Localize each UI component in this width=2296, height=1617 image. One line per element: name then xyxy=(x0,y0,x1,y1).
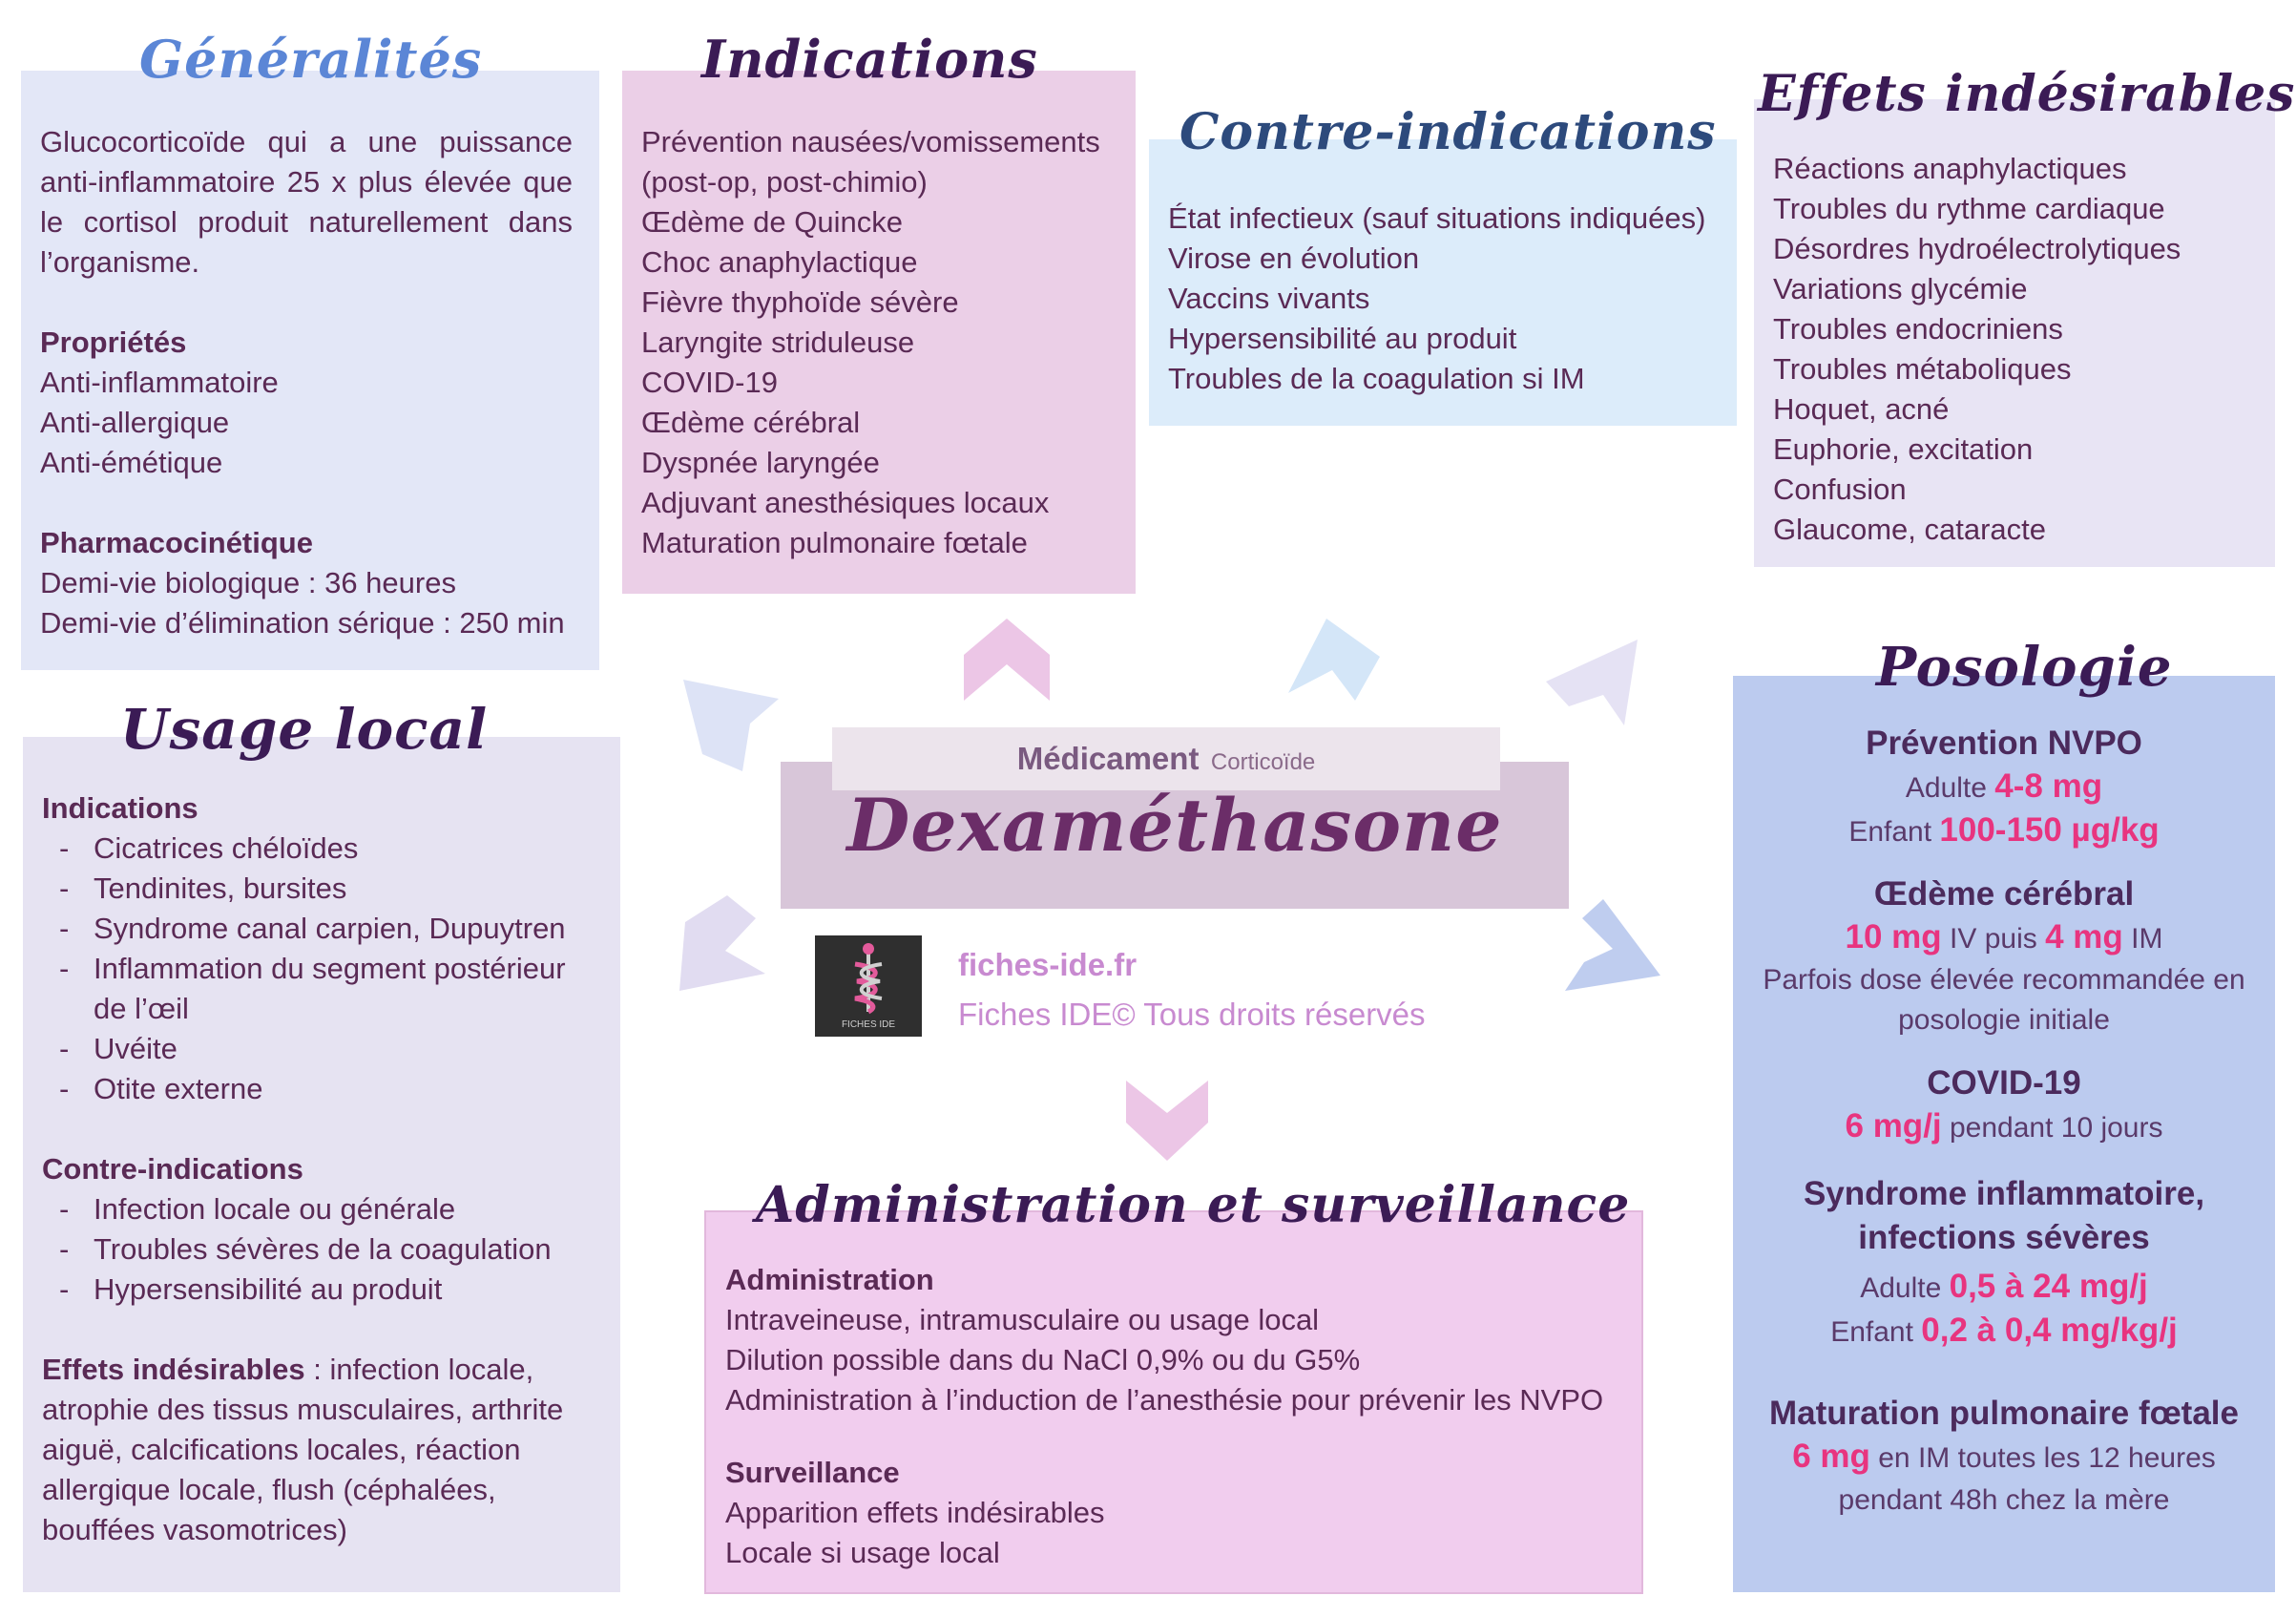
usage-effets-heading: Effets indésirables xyxy=(42,1353,305,1386)
usage-indications-heading: Indications xyxy=(42,791,198,825)
contre-item: État infectieux (sauf situations indiquées) xyxy=(1168,201,1706,235)
surveillance-item: Apparition effets indésirables xyxy=(725,1496,1105,1529)
dose-value: 0,2 à 0,4 mg/kg/j xyxy=(1921,1312,2178,1349)
usage-local-panel xyxy=(23,737,620,1592)
administration-title: Administration et surveillance xyxy=(756,1176,1631,1234)
effet-item: Euphorie, excitation xyxy=(1773,432,2034,466)
usage-contre-list xyxy=(42,1189,599,1310)
logo-text: FICHES IDE xyxy=(841,1019,896,1030)
dose-value: 100-150 µg/kg xyxy=(1939,811,2160,849)
list-item: - Syndrome canal carpien, Dupuytren xyxy=(42,909,599,949)
posologie-title: Posologie xyxy=(1876,636,2173,699)
nvpo-heading: Prévention NVPO xyxy=(1866,724,2142,762)
usage-effets-text: : infection locale, atrophie des tissus musculaires, arthrite aiguë, calcifications locales, réaction allergique locale, flush (céphalées, bouffées vasomotrices) xyxy=(42,1353,564,1546)
admin-heading: Administration xyxy=(725,1263,934,1296)
property-item: Anti-inflammatoire xyxy=(40,366,279,399)
dose-value: 6 mg xyxy=(1792,1438,1870,1475)
generalites-intro: Glucocorticoïde qui a une puissance anti-inflammatoire 25 x plus élevée que le cortisol produit naturellement dans l’organisme. xyxy=(40,125,573,279)
chevron-up-right-icon xyxy=(1546,640,1638,725)
effet-item: Glaucome, cataracte xyxy=(1773,513,2047,546)
list-item: - Cicatrices chéloïdes xyxy=(42,829,599,869)
indication-item: Maturation pulmonaire fœtale xyxy=(641,526,1028,559)
oedeme-note: Parfois dose élevée recommandée en posologie initiale xyxy=(1763,964,2245,1036)
site-link[interactable]: fiches-ide.fr xyxy=(958,947,1138,982)
maturation-dose: 6 mg en IM toutes les 12 heures pendant 48h chez la mère xyxy=(1792,1438,2216,1516)
dose-value: 4-8 mg xyxy=(1994,767,2103,805)
indication-item: Œdème cérébral xyxy=(641,406,861,439)
pk-item: Demi-vie biologique : 36 heures xyxy=(40,566,456,599)
dose-value: 6 mg/j xyxy=(1845,1107,1942,1144)
contre-indications-panel xyxy=(1149,139,1737,426)
contre-item: Hypersensibilité au produit xyxy=(1168,322,1517,355)
category-value: Corticoïde xyxy=(1210,749,1316,775)
indication-item: Fièvre thyphoïde sévère xyxy=(641,285,959,319)
effet-item: Hoquet, acné xyxy=(1773,392,1950,426)
usage-effets-paragraph xyxy=(42,1350,599,1550)
fiches-ide-logo xyxy=(815,935,922,1037)
indication-item: Choc anaphylactique xyxy=(641,245,918,279)
dose-value: 10 mg xyxy=(1845,918,1942,956)
chevron-down-right-icon xyxy=(1565,899,1660,991)
posologie-panel xyxy=(1733,676,2275,1592)
indication-item: Prévention nausées/vomissements xyxy=(641,125,1100,158)
oedeme-heading: Œdème cérébral xyxy=(1873,875,2135,913)
sirs-child: Enfant 0,2 à 0,4 mg/kg/j xyxy=(1830,1312,2178,1349)
category-band xyxy=(832,727,1500,790)
effets-panel xyxy=(1754,99,2275,567)
chevron-up-pink-icon xyxy=(964,619,1050,701)
chevron-down-pink-icon xyxy=(1126,1081,1208,1161)
pk-item: Demi-vie d’élimination sérique : 250 min xyxy=(40,606,565,640)
usage-indications-list xyxy=(42,829,599,1109)
effet-item: Confusion xyxy=(1773,472,1907,506)
properties-heading: Propriétés xyxy=(40,326,187,359)
property-item: Anti-émétique xyxy=(40,446,223,479)
drug-name: Dexaméthasone xyxy=(846,783,1503,868)
generalites-title: Généralités xyxy=(139,29,483,90)
property-item: Anti-allergique xyxy=(40,406,230,439)
indication-item: COVID-19 xyxy=(641,366,778,399)
chevron-down-left-icon xyxy=(679,895,765,991)
maturation-heading: Maturation pulmonaire fœtale xyxy=(1769,1395,2239,1432)
effet-item: Troubles du rythme cardiaque xyxy=(1773,192,2165,225)
list-item: - Uvéite xyxy=(42,1029,599,1069)
admin-item: Administration à l’induction de l’anesthésie pour prévenir les NVPO xyxy=(725,1383,1604,1417)
covid-dose: 6 mg/j pendant 10 jours xyxy=(1845,1107,2163,1144)
administration-panel xyxy=(704,1210,1643,1594)
surveillance-item: Locale si usage local xyxy=(725,1536,1000,1569)
contre-item: Troubles de la coagulation si IM xyxy=(1168,362,1585,395)
contre-item: Virose en évolution xyxy=(1168,242,1420,275)
nvpo-child: Enfant 100-150 µg/kg xyxy=(1848,811,2160,849)
contre-indications-title: Contre-indications xyxy=(1179,103,1717,161)
pharmacokinetics-heading: Pharmacocinétique xyxy=(40,526,313,559)
nvpo-adult: Adulte 4-8 mg xyxy=(1905,767,2103,805)
list-item: - Inflammation du segment postérieur de l’œil xyxy=(42,949,599,1029)
surveillance-heading: Surveillance xyxy=(725,1456,900,1489)
effet-item: Réactions anaphylactiques xyxy=(1773,152,2127,185)
chevron-up-blue-icon xyxy=(1288,619,1380,701)
admin-item: Dilution possible dans du NaCl 0,9% ou du G5% xyxy=(725,1343,1361,1376)
indication-item: Œdème de Quincke xyxy=(641,205,903,239)
indication-item: (post-op, post-chimio) xyxy=(641,165,928,199)
dose-value: 0,5 à 24 mg/j xyxy=(1949,1268,2148,1305)
indication-item: Dyspnée laryngée xyxy=(641,446,880,479)
effet-item: Variations glycémie xyxy=(1773,272,2028,305)
contre-item: Vaccins vivants xyxy=(1168,282,1370,315)
admin-item: Intraveineuse, intramusculaire ou usage local xyxy=(725,1303,1320,1336)
sirs-adult: Adulte 0,5 à 24 mg/j xyxy=(1860,1268,2148,1305)
covid-heading: COVID-19 xyxy=(1927,1064,2081,1102)
usage-local-title: Usage local xyxy=(120,697,489,762)
dose-value: 4 mg xyxy=(2045,918,2123,956)
sirs-heading: Syndrome inflammatoire, infections sévères xyxy=(1803,1175,2205,1256)
copyright-text: Fiches IDE© Tous droits réservés xyxy=(958,997,1426,1032)
chevron-up-left-icon xyxy=(683,680,779,771)
generalites-panel xyxy=(21,71,599,670)
list-item: - Troubles sévères de la coagulation xyxy=(42,1229,599,1270)
category-label: Médicament xyxy=(1016,741,1200,776)
list-item: - Otite externe xyxy=(42,1069,599,1109)
list-item: - Hypersensibilité au produit xyxy=(42,1270,599,1310)
indication-item: Laryngite striduleuse xyxy=(641,326,915,359)
effet-item: Troubles endocriniens xyxy=(1773,312,2063,346)
effets-title: Effets indésirables xyxy=(1758,65,2296,123)
effet-item: Troubles métaboliques xyxy=(1773,352,2072,386)
indication-item: Adjuvant anesthésiques locaux xyxy=(641,486,1050,519)
list-item: - Tendinites, bursites xyxy=(42,869,599,909)
usage-contre-heading: Contre-indications xyxy=(42,1152,303,1186)
indications-panel xyxy=(622,71,1136,594)
indications-title: Indications xyxy=(701,29,1038,90)
effet-item: Désordres hydroélectrolytiques xyxy=(1773,232,2181,265)
oedeme-dose: 10 mg IV puis 4 mg IM xyxy=(1845,918,2163,956)
list-item: - Infection locale ou générale xyxy=(42,1189,599,1229)
